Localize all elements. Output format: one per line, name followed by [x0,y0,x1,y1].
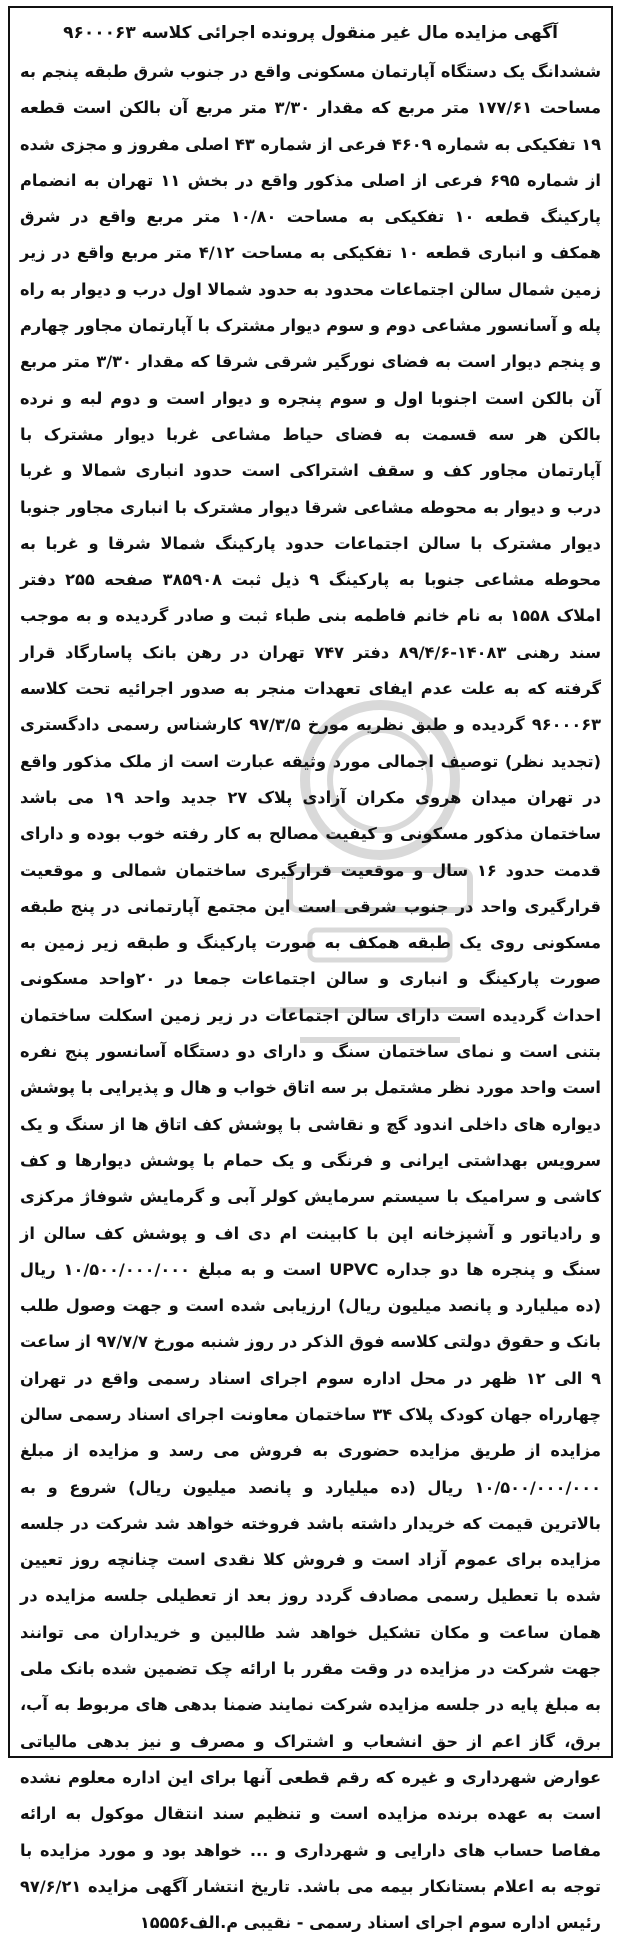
notice-title: آگهی مزایده مال غیر منقول پرونده اجرائی کلاسه ۹۶۰۰۰۶۳ [63,23,558,43]
auction-notice [8,6,613,1933]
notice-body: ششدانگ یک دستگاه آپارتمان مسکونی واقع در جنوب شرق طبقه پنجم به مساحت ۱۷۷/۶۱ متر مربع که مقدار ۳/۳۰ متر مربع آن بالکن است قطعه ۱۹ تفکیکی به شماره ۴۶۰۹ فرعی از شماره ۴۳ اصلی مفروز و مجزی شده از شماره ۶۹۵ فرعی از اصلی مذکور واقع در بخش ۱۱ تهران به انضمام پارکینگ قطعه ۱۰ تفکیکی به مساحت ۱۰/۸۰ متر مربع واقع در شرق همکف و انباری قطعه ۱۰ تفکیکی به مساحت ۴/۱۲ متر مربع واقع در زیر زمین شمال سالن اجتماعات محدود به حدود شمالا اول درب و دیوار به راه پله و آسانسور مشاعی دوم و سوم دیوار مشترک با آپارتمان مجاور چهارم و پنجم دیوار است به فضای نورگیر شرقی شرقا که مقدار ۳/۳۰ متر مربع آن بالکن است اجنوبا اول و سوم پنجره و دیوار است و دوم لبه و نرده بالکن هر سه قسمت به فضای حیاط مشاعی غربا دیوار مشترک با آپارتمان مجاور کف و سقف اشتراکی است حدود انباری شمالا و غربا درب و دیوار به محوطه مشاعی شرقا دیوار مشترک با انباری مجاور جنوبا دیوار مشترک با سالن اجتماعات حدود پارکینگ شمالا شرقا و غربا به محوطه مشاعی جنوبا به پارکینگ ۹ ذیل ثبت ۳۸۵۹۰۸ صفحه ۲۵۵ دفتر املاک ۱۵۵۸ به نام خانم فاطمه بنی طباء ثبت و صادر گردیده و به موجب سند رهنی ۱۴۰۸۳-۸۹/۴/۶ دفتر ۷۴۷ تهران در رهن بانک پاسارگاد قرار گرفته که به علت عدم ایفای تعهدات منجر به صدور اجرائیه تحت کلاسه ۹۶۰۰۰۶۳ گردیده و طبق نظریه مورخ ۹۷/۳/۵ کارشناس رسمی دادگستری (تجدید نظر) توصیف اجمالی مورد وثیقه عبارت است از ملک مذکور واقع در تهران میدان هروی مکران آزادی پلاک ۲۷ جدید واحد ۱۹ می باشد ساختمان مذکور مسکونی و کیفیت مصالح به کار رفته خوب بوده و دارای قدمت حدود ۱۶ سال و موقعیت قرارگیری ساختمان شمالی و موقعیت قرارگیری واحد در جنوب شرقی است این مجتمع آپارتمانی در پنج طبقه مسکونی روی یک طبقه همکف به صورت پارکینگ و طبقه زیر زمین به صورت پارکینگ و انباری و سالن اجتماعات جمعا در ۲۰واحد مسکونی احداث گردیده است دارای سالن اجتماعات در زیر زمین اسکلت ساختمان بتنی است و نمای ساختمان سنگ و دارای دو دستگاه آسانسور پنج نفره است واحد مورد نظر مشتمل بر سه اتاق خواب و هال و پذیرایی با پوشش دیواره های داخلی اندود گچ و نقاشی با پوشش کف اتاق ها از سنگ و یک سرویس بهداشتی ایرانی و فرنگی و یک حمام با پوشش دیوارها و کف کاشی و سرامیک با سیستم سرمایش کولر آبی و گرمایش شوفاژ مرکزی و رادیاتور و آشپزخانه اپن با کابینت ام دی اف و پوشش کف سالن از سنگ و پنجره ها دو جداره UPVC است و به مبلغ ۱۰/۵۰۰/۰۰۰/۰۰۰ ریال (ده میلیارد و پانصد میلیون ریال) ارزیابی شده است و جهت وصول طلب بانک و حقوق دولتی کلاسه فوق الذکر در روز شنبه مورخ ۹۷/۷/۷ از ساعت ۹ الی ۱۲ ظهر در محل اداره سوم اجرای اسناد رسمی واقع در تهران چهارراه جهان کودک پلاک ۳۴ ساختمان معاونت اجرای اسناد رسمی سالن مزایده از طریق مزایده حضوری به فروش می رسد و مزایده از مبلغ ۱۰/۵۰۰/۰۰۰/۰۰۰ ریال (ده میلیارد و پانصد میلیون ریال) شروع و به بالاترین قیمت که خریدار داشته باشد فروخته خواهد شد شرکت در جلسه مزایده برای عموم آزاد است و فروش کلا نقدی است چنانچه روز تعیین شده با تعطیل رسمی مصادف گردد روز بعد از تعطیلی جلسه مزایده در همان ساعت و مکان تشکیل خواهد شد طالبین و خریداران می توانند جهت شرکت در مزایده در وقت مقرر با ارائه چک تضمین شده بانک ملی به مبلغ پایه در جلسه مزایده شرکت نمایند ضمنا بدهی های مربوط به آب، برق، گاز اعم از حق انشعاب و اشتراک و مصرف و نیز بدهی مالیاتی عوارض شهرداری و غیره که رقم قطعی آنها برای این اداره معلوم نشده است به عهده برنده مزایده است و تنظیم سند انتقال موکول به ارائه مفاصا حساب های دارایی و شهرداری و ... خواهد بود و مورد مزایده با توجه به اعلام بستانکار بیمه می باشد. تاریخ انتشار آگهی مزایده ۹۷/۶/۲۱ رئیس اداره سوم اجرای اسناد رسمی - نقیبی م.الف۱۵۵۵۶ [20,62,602,1933]
